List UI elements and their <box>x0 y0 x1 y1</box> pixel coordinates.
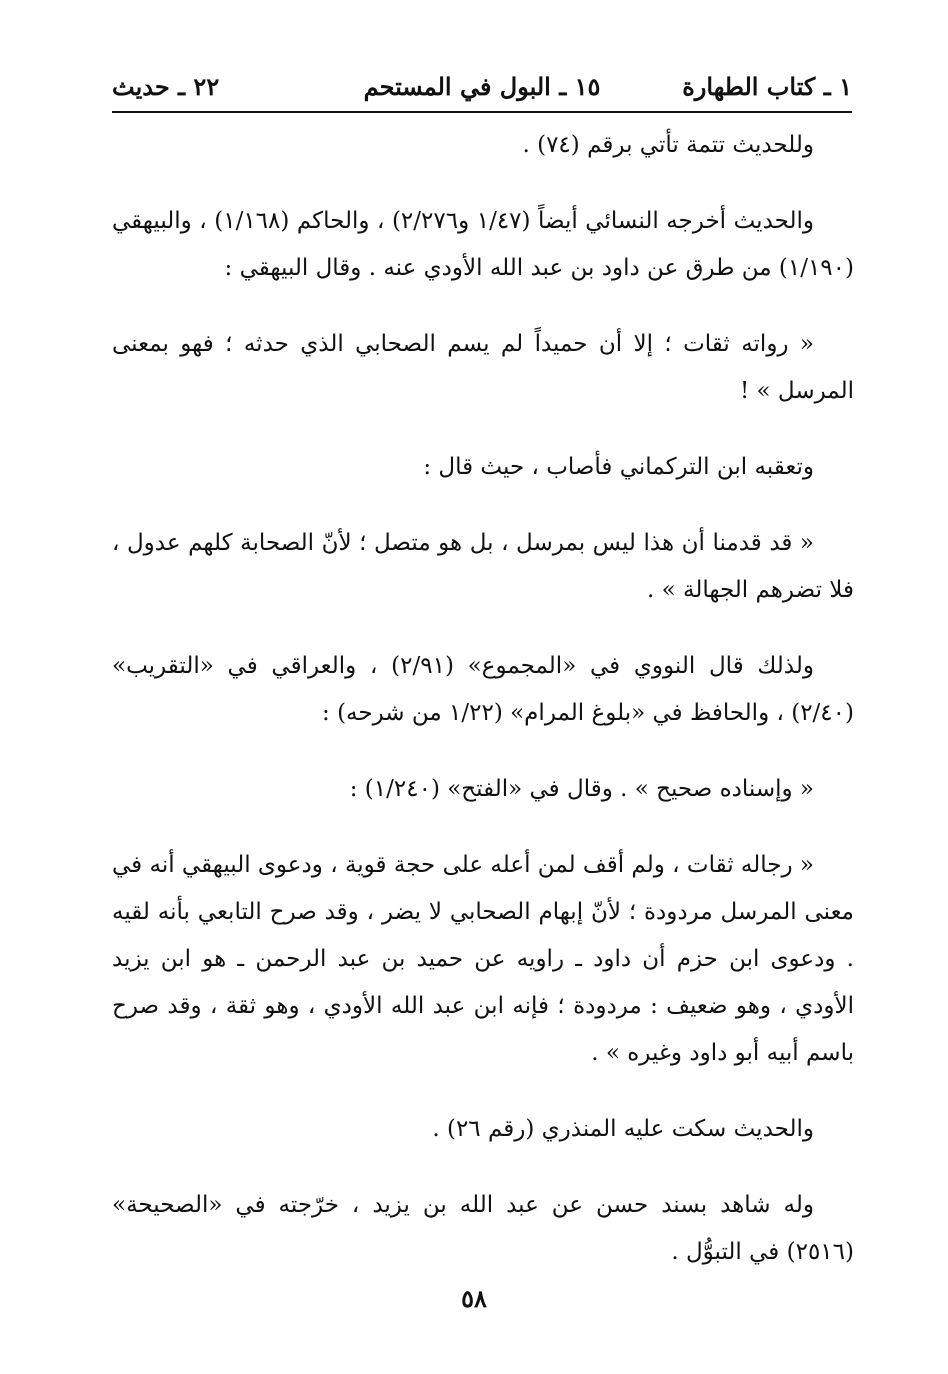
header-divider <box>112 111 852 113</box>
main-text <box>112 122 854 1276</box>
paragraph: ولذلك قال النووي في «المجموع» (٢/٩١) ، والعراقي في «التقريب» (٢/٤٠) ، والحافظ في «بلوغ المرام» (١/٢٢ من شرحه) : <box>112 653 854 726</box>
paragraph: والحديث سكت عليه المنذري (رقم ٢٦) . <box>432 1116 814 1142</box>
paragraph: « وإسناده صحيح » . وقال في «الفتح» (١/٢٤٠) : <box>349 776 814 802</box>
paragraph: « قد قدمنا أن هذا ليس بمرسل ، بل هو متصل ؛ لأنّ الصحابة كلهم عدول ، فلا تضرهم الجهالة » . <box>112 530 854 603</box>
page-number: ٥٨ <box>461 1284 487 1313</box>
paragraph: وتعقبه ابن التركماني فأصاب ، حيث قال : <box>423 454 814 480</box>
paragraph: « رواته ثقات ؛ إلا أن حميداً لم يسم الصحابي الذي حدثه ؛ فهو بمعنى المرسل » ! <box>112 331 854 404</box>
section-title: ١٥ ـ البول في المستحم <box>363 72 601 101</box>
paragraph: وللحديث تتمة تأتي برقم (٧٤) . <box>522 132 814 158</box>
paragraph: وله شاهد بسند حسن عن عبد الله بن يزيد ، خرّجته في «الصحيحة» (٢٥١٦) في التبوُّل . <box>112 1192 854 1265</box>
running-header <box>112 72 852 112</box>
hadith-number: ٢٢ ـ حديث <box>112 72 220 101</box>
paragraph: « رجاله ثقات ، ولم أقف لمن أعله على حجة قوية ، ودعوى البيهقي أنه في معنى المرسل مردودة ؛ لأنّ إبهام الصحابي لا يضر ، وقد صرح التابعي بأنه لقيه . ودعوى ابن حزم أن داود ـ راويه عن حميد بن عبد الرحمن ـ هو ابن يزيد الأودي ، وهو ضعيف : مردودة ؛ فإنه ابن عبد الله الأودي ، وهو ثقة ، وقد صرح باسم أبيه أبو داود وغيره » . <box>112 852 854 1066</box>
chapter-title: ١ ـ كتاب الطهارة <box>682 72 852 101</box>
paragraph: والحديث أخرجه النسائي أيضاً (١/٤٧ و٢/٢٧٦) ، والحاكم (١/١٦٨) ، والبيهقي (١/١٩٠) من طرق عن داود بن عبد الله الأودي عنه . وقال البيهقي : <box>112 208 854 281</box>
